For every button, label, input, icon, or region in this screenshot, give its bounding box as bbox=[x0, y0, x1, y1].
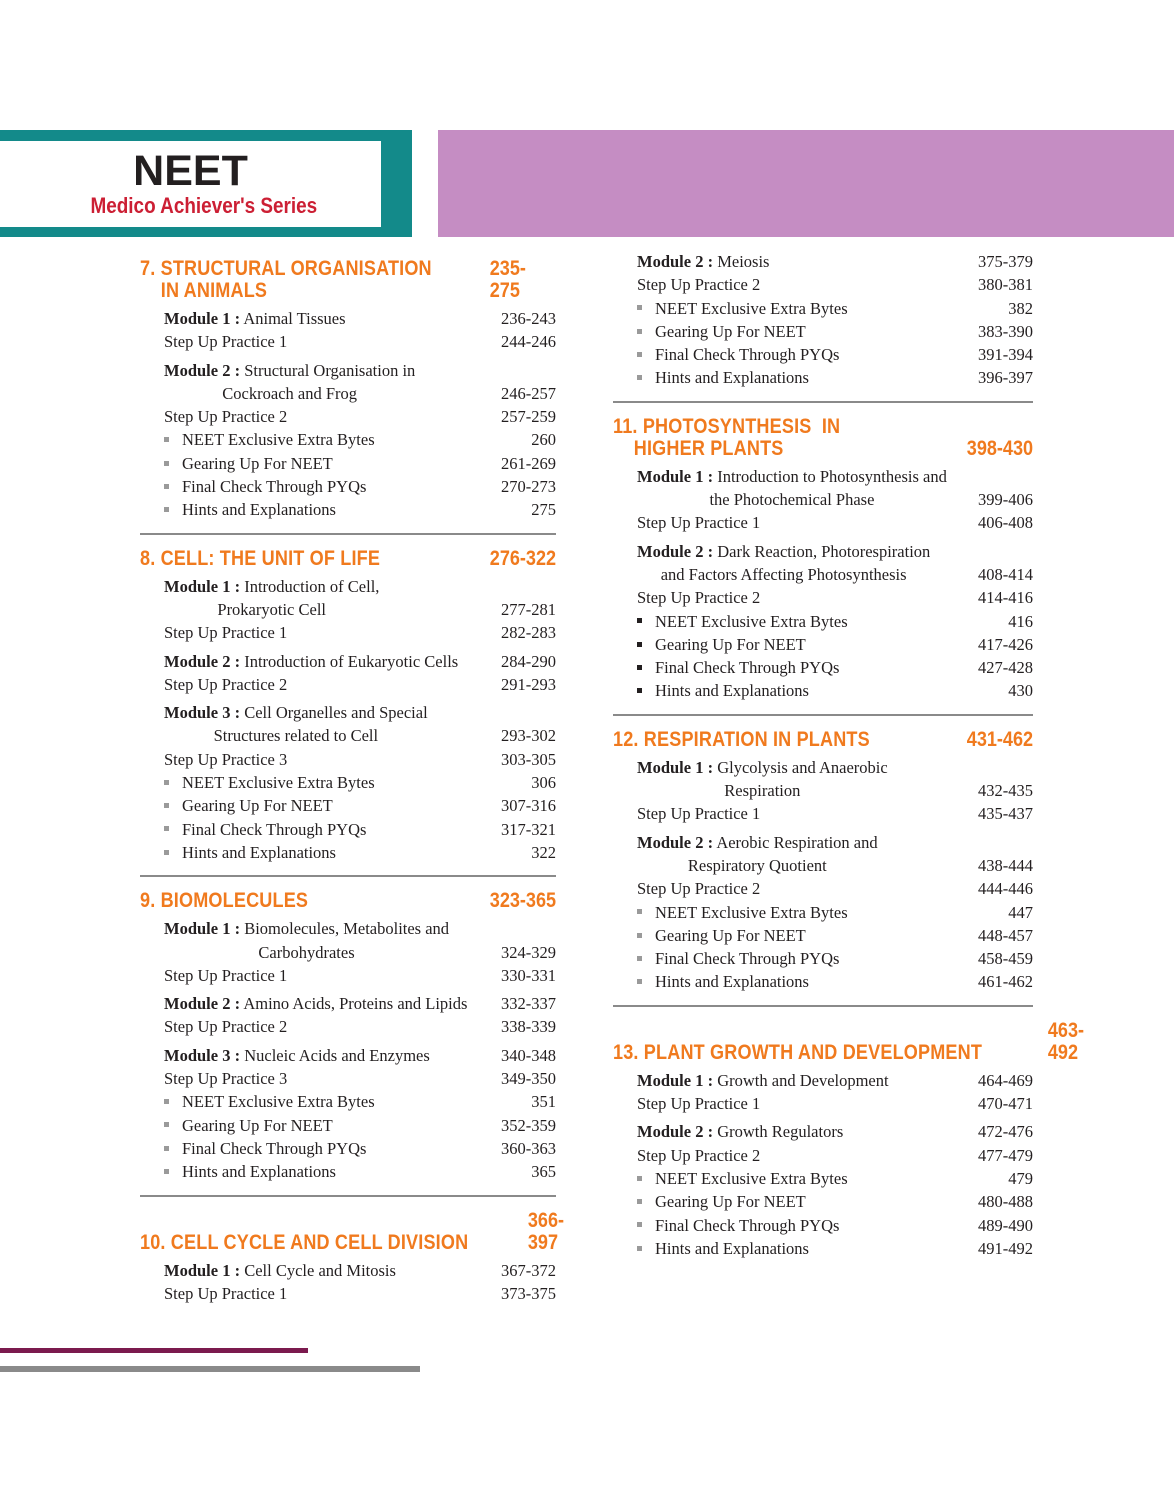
module-title-continued: Respiration bbox=[724, 781, 801, 801]
page-numbers: 293-302 bbox=[501, 726, 556, 746]
page-numbers: 396-397 bbox=[978, 368, 1033, 388]
section-title: 13. PLANT GROWTH AND DEVELOPMENT bbox=[613, 1040, 983, 1064]
brand-subtitle: Medico Achiever's Series bbox=[90, 193, 318, 218]
page-numbers: 291-293 bbox=[501, 674, 556, 694]
page-numbers: 277-281 bbox=[501, 599, 556, 619]
module-title: Meiosis bbox=[717, 252, 770, 271]
page-numbers: 458-459 bbox=[978, 949, 1033, 969]
module-title: Amino Acids, Proteins and Lipids bbox=[243, 994, 468, 1014]
section-divider bbox=[613, 714, 1033, 716]
section-heading bbox=[613, 1018, 1085, 1064]
module-label: Module 1 : bbox=[637, 757, 714, 777]
toc-column-right bbox=[613, 250, 1085, 1260]
toc-section bbox=[140, 258, 556, 535]
toc-module-row bbox=[613, 540, 1033, 587]
module-title: Animal Tissues bbox=[243, 309, 346, 328]
page-numbers: 340-348 bbox=[501, 1045, 556, 1065]
module-label: Module 3 : bbox=[164, 703, 241, 723]
section-divider bbox=[613, 1005, 1033, 1007]
toc-module-row bbox=[613, 465, 1033, 512]
entry-title: NEET Exclusive Extra Bytes bbox=[164, 771, 375, 794]
toc-bullet-row bbox=[613, 320, 1033, 343]
entry-title: Hints and Explanations bbox=[637, 679, 809, 702]
header-band bbox=[438, 130, 1174, 237]
module-label: Module 1 : bbox=[637, 466, 714, 486]
module-title: Introduction of Cell, bbox=[244, 576, 380, 596]
module-title: Growth and Development bbox=[717, 1070, 889, 1090]
entry-title: NEET Exclusive Extra Bytes bbox=[637, 901, 848, 924]
toc-bullet-row bbox=[613, 1214, 1033, 1237]
page-numbers: 282-283 bbox=[501, 623, 556, 643]
page-numbers: 261-269 bbox=[501, 453, 556, 473]
entry-title: Step Up Practice 1 bbox=[164, 623, 288, 643]
entry-title: Step Up Practice 1 bbox=[637, 1094, 761, 1114]
section-page-range: 366-397 bbox=[527, 1208, 564, 1254]
module-title: Introduction to Photosynthesis and bbox=[717, 466, 947, 486]
brand-title: NEET bbox=[133, 147, 248, 195]
module-title: Nucleic Acids and Enzymes bbox=[244, 1045, 430, 1065]
entry-title: Step Up Practice 1 bbox=[164, 1283, 288, 1303]
module-title: Dark Reaction, Photorespiration bbox=[717, 541, 931, 561]
entry-title: Step Up Practice 3 bbox=[164, 1069, 288, 1089]
entry-title: Step Up Practice 2 bbox=[637, 1145, 761, 1165]
section-divider bbox=[140, 875, 556, 877]
page-numbers: 244-246 bbox=[501, 332, 556, 352]
toc-bullet-row bbox=[140, 1160, 556, 1183]
page-numbers: 352-359 bbox=[501, 1115, 556, 1135]
page-numbers: 408-414 bbox=[978, 564, 1033, 584]
section-page-range: 323-365 bbox=[489, 889, 556, 913]
page-numbers: 480-488 bbox=[978, 1192, 1033, 1212]
module-title-continued: the Photochemical Phase bbox=[709, 490, 875, 510]
toc-module-row bbox=[613, 756, 1033, 803]
module-title-continued: Respiratory Quotient bbox=[687, 855, 827, 875]
entry-title: Step Up Practice 1 bbox=[164, 965, 288, 985]
toc-practice-row bbox=[613, 586, 1033, 609]
page-numbers: 448-457 bbox=[978, 925, 1033, 945]
entry-title: Step Up Practice 2 bbox=[164, 1017, 288, 1037]
module-title: Biomolecules, Metabolites and bbox=[244, 919, 450, 939]
module-label: Module 2 : bbox=[637, 832, 714, 852]
entry-title: Step Up Practice 2 bbox=[637, 588, 761, 608]
page-numbers: 317-321 bbox=[501, 819, 556, 839]
toc-practice-row bbox=[613, 511, 1033, 534]
page-numbers: 322 bbox=[531, 842, 556, 862]
entry-title: Hints and Explanations bbox=[637, 366, 809, 389]
entry-title: Gearing Up For NEET bbox=[164, 1114, 333, 1137]
toc-module-row bbox=[140, 307, 556, 330]
entry-title: Hints and Explanations bbox=[637, 970, 809, 993]
page-numbers: 332-337 bbox=[501, 994, 556, 1014]
entry-title: Hints and Explanations bbox=[637, 1237, 809, 1260]
toc-section bbox=[613, 250, 1033, 403]
entry-title: Step Up Practice 2 bbox=[637, 275, 761, 295]
toc-module-row bbox=[140, 1259, 556, 1282]
entry-title: Hints and Explanations bbox=[164, 498, 336, 521]
toc-practice-row bbox=[140, 673, 556, 696]
page-numbers: 438-444 bbox=[978, 855, 1033, 875]
toc-practice-row bbox=[613, 273, 1033, 296]
entry-title: Gearing Up For NEET bbox=[637, 633, 806, 656]
page-numbers: 338-339 bbox=[501, 1017, 556, 1037]
toc-bullet-row bbox=[140, 498, 556, 521]
page-numbers: 427-428 bbox=[978, 658, 1033, 678]
page-numbers: 330-331 bbox=[501, 965, 556, 985]
section-page-range: 276-322 bbox=[489, 546, 556, 570]
toc-bullet-row bbox=[613, 1237, 1033, 1260]
toc-module-row bbox=[613, 1069, 1033, 1092]
page-numbers: 477-479 bbox=[978, 1145, 1033, 1165]
entry-title: Step Up Practice 1 bbox=[164, 332, 288, 352]
toc-bullet-row bbox=[613, 656, 1033, 679]
module-title: Growth Regulators bbox=[717, 1122, 844, 1142]
section-title: 8. CELL: THE UNIT OF LIFE bbox=[140, 546, 381, 570]
module-title: Structural Organisation in bbox=[244, 360, 416, 380]
toc-bullet-row bbox=[140, 1137, 556, 1160]
page-numbers: 306 bbox=[531, 773, 556, 793]
toc-module-row bbox=[140, 992, 556, 1015]
page-numbers: 417-426 bbox=[978, 634, 1033, 654]
toc-bullet-row bbox=[140, 1090, 556, 1113]
entry-title: Step Up Practice 2 bbox=[637, 879, 761, 899]
page-numbers: 464-469 bbox=[978, 1070, 1033, 1090]
toc-practice-row bbox=[613, 877, 1033, 900]
page-numbers: 489-490 bbox=[978, 1215, 1033, 1235]
module-title-continued: Carbohydrates bbox=[258, 942, 355, 962]
toc-module-row bbox=[140, 917, 556, 964]
module-title: Cell Cycle and Mitosis bbox=[244, 1260, 396, 1280]
toc-practice-row bbox=[613, 802, 1033, 825]
footer-bar-accent bbox=[0, 1348, 308, 1353]
module-label: Module 2 : bbox=[164, 360, 241, 380]
module-label: Module 1 : bbox=[164, 576, 241, 596]
toc-module-row bbox=[140, 650, 556, 673]
page-numbers: 430 bbox=[1008, 681, 1033, 701]
toc-practice-row bbox=[140, 1015, 556, 1038]
entry-title: Gearing Up For NEET bbox=[637, 1190, 806, 1213]
toc-module-row bbox=[613, 831, 1033, 878]
page-numbers: 351 bbox=[531, 1092, 556, 1112]
page-numbers: 382 bbox=[1008, 298, 1033, 318]
entry-title: Final Check Through PYQs bbox=[164, 818, 366, 841]
toc-bullet-row bbox=[613, 343, 1033, 366]
toc-bullet-row bbox=[613, 1167, 1033, 1190]
entry-title: Step Up Practice 1 bbox=[637, 513, 761, 533]
toc-section bbox=[140, 1208, 564, 1306]
entry-title: Step Up Practice 3 bbox=[164, 749, 288, 769]
module-label: Module 2 : bbox=[164, 651, 241, 671]
page-numbers: 461-462 bbox=[978, 972, 1033, 992]
module-label: Module 1 : bbox=[164, 1260, 241, 1280]
module-label: Module 2 : bbox=[164, 994, 241, 1014]
module-title: Cell Organelles and Special bbox=[244, 703, 428, 723]
toc-practice-row bbox=[140, 621, 556, 644]
module-label: Module 1 : bbox=[637, 1070, 714, 1090]
entry-title: Hints and Explanations bbox=[164, 1160, 336, 1183]
section-heading bbox=[613, 416, 1033, 460]
entry-title: Gearing Up For NEET bbox=[164, 794, 333, 817]
section-page-range: 463-492 bbox=[1048, 1018, 1085, 1064]
toc-practice-row bbox=[140, 1067, 556, 1090]
page-numbers: 257-259 bbox=[501, 407, 556, 427]
toc-practice-row bbox=[140, 748, 556, 771]
toc-module-row bbox=[140, 359, 556, 406]
page-numbers: 270-273 bbox=[501, 477, 556, 497]
entry-title: Hints and Explanations bbox=[164, 841, 336, 864]
entry-title: Final Check Through PYQs bbox=[637, 947, 839, 970]
page-numbers: 349-350 bbox=[501, 1069, 556, 1089]
toc-section bbox=[140, 890, 556, 1196]
page-numbers: 303-305 bbox=[501, 749, 556, 769]
module-title-continued: Structures related to Cell bbox=[213, 726, 379, 746]
page-numbers: 444-446 bbox=[978, 879, 1033, 899]
page-numbers: 391-394 bbox=[978, 345, 1033, 365]
module-title-continued: Prokaryotic Cell bbox=[217, 599, 326, 619]
entry-title: NEET Exclusive Extra Bytes bbox=[164, 1090, 375, 1113]
module-label: Module 3 : bbox=[164, 1045, 241, 1065]
entry-title: Final Check Through PYQs bbox=[164, 1137, 366, 1160]
entry-title: NEET Exclusive Extra Bytes bbox=[637, 297, 848, 320]
toc-practice-row bbox=[140, 1282, 556, 1305]
page-numbers: 435-437 bbox=[978, 804, 1033, 824]
toc-bullet-row bbox=[140, 452, 556, 475]
toc-module-row bbox=[140, 575, 556, 622]
toc-bullet-row bbox=[140, 428, 556, 451]
section-heading bbox=[140, 890, 556, 912]
toc-bullet-row bbox=[613, 947, 1033, 970]
toc-bullet-row bbox=[613, 679, 1033, 702]
page-numbers: 307-316 bbox=[501, 796, 556, 816]
page-numbers: 367-372 bbox=[501, 1260, 556, 1280]
page-numbers: 380-381 bbox=[978, 275, 1033, 295]
entry-title: Gearing Up For NEET bbox=[637, 924, 806, 947]
toc-practice-row bbox=[613, 1092, 1033, 1115]
page-numbers: 416 bbox=[1008, 611, 1033, 631]
toc-bullet-row bbox=[613, 633, 1033, 656]
toc-practice-row bbox=[613, 1144, 1033, 1167]
page-numbers: 472-476 bbox=[978, 1122, 1033, 1142]
toc-bullet-row bbox=[613, 970, 1033, 993]
page-numbers: 470-471 bbox=[978, 1094, 1033, 1114]
page-numbers: 236-243 bbox=[501, 309, 556, 328]
entry-title: Gearing Up For NEET bbox=[637, 320, 806, 343]
page-numbers: 360-363 bbox=[501, 1138, 556, 1158]
toc-bullet-row bbox=[613, 297, 1033, 320]
page-numbers: 406-408 bbox=[978, 513, 1033, 533]
toc-bullet-row bbox=[140, 818, 556, 841]
section-page-range: 235-275 bbox=[490, 257, 527, 302]
footer-bar-grey bbox=[0, 1366, 420, 1372]
section-title: 12. RESPIRATION IN PLANTS bbox=[613, 727, 870, 751]
section-title: 11. PHOTOSYNTHESIS IN HIGHER PLANTS bbox=[613, 414, 841, 460]
entry-title: Gearing Up For NEET bbox=[164, 452, 333, 475]
toc-bullet-row bbox=[613, 366, 1033, 389]
toc-practice-row bbox=[140, 330, 556, 353]
page-numbers: 432-435 bbox=[978, 781, 1033, 801]
section-heading bbox=[613, 729, 1033, 751]
module-title-continued: and Factors Affecting Photosynthesis bbox=[660, 564, 907, 584]
page-numbers: 373-375 bbox=[501, 1283, 556, 1303]
module-label: Module 2 : bbox=[637, 252, 714, 271]
toc-section bbox=[613, 416, 1033, 716]
section-page-range: 398-430 bbox=[966, 436, 1033, 460]
toc-bullet-row bbox=[140, 1114, 556, 1137]
page-numbers: 260 bbox=[531, 430, 556, 450]
entry-title: Step Up Practice 2 bbox=[164, 674, 288, 694]
section-heading bbox=[140, 258, 556, 302]
page-numbers: 447 bbox=[1008, 902, 1033, 922]
toc-section bbox=[613, 729, 1033, 1007]
toc-module-row bbox=[140, 701, 556, 748]
toc-bullet-row bbox=[613, 610, 1033, 633]
page-numbers: 479 bbox=[1008, 1168, 1033, 1188]
toc-bullet-row bbox=[140, 771, 556, 794]
toc-bullet-row bbox=[613, 901, 1033, 924]
section-divider bbox=[140, 533, 556, 535]
toc-module-row bbox=[140, 1044, 556, 1067]
entry-title: NEET Exclusive Extra Bytes bbox=[164, 428, 375, 451]
entry-title: Final Check Through PYQs bbox=[637, 343, 839, 366]
module-title: Introduction of Eukaryotic Cells bbox=[244, 651, 459, 671]
page-numbers: 399-406 bbox=[978, 490, 1033, 510]
module-label: Module 1 : bbox=[164, 919, 241, 939]
page-numbers: 414-416 bbox=[978, 588, 1033, 608]
section-divider bbox=[613, 401, 1033, 403]
page-numbers: 491-492 bbox=[978, 1238, 1033, 1258]
module-title-continued: Cockroach and Frog bbox=[222, 383, 358, 403]
page-numbers: 246-257 bbox=[501, 383, 556, 403]
section-title: 10. CELL CYCLE AND CELL DIVISION bbox=[140, 1230, 469, 1254]
page-numbers: 375-379 bbox=[978, 252, 1033, 271]
section-title: 7. STRUCTURAL ORGANISATION IN ANIMALS bbox=[140, 257, 432, 302]
page-numbers: 284-290 bbox=[501, 651, 556, 671]
entry-title: NEET Exclusive Extra Bytes bbox=[637, 1167, 848, 1190]
module-title: Glycolysis and Anaerobic bbox=[717, 757, 888, 777]
section-heading bbox=[140, 548, 556, 570]
page-numbers: 275 bbox=[531, 500, 556, 520]
toc-column-left bbox=[140, 250, 564, 1305]
toc-section bbox=[140, 548, 556, 878]
module-label: Module 1 : bbox=[164, 309, 241, 328]
module-label: Module 2 : bbox=[637, 541, 714, 561]
module-label: Module 2 : bbox=[637, 1122, 714, 1142]
entry-title: Final Check Through PYQs bbox=[637, 1214, 839, 1237]
entry-title: Final Check Through PYQs bbox=[637, 656, 839, 679]
toc-practice-row bbox=[140, 405, 556, 428]
page-numbers: 365 bbox=[531, 1162, 556, 1182]
page-numbers: 324-329 bbox=[501, 942, 556, 962]
entry-title: Step Up Practice 2 bbox=[164, 407, 288, 427]
toc-module-row bbox=[613, 1120, 1033, 1143]
section-title: 9. BIOMOLECULES bbox=[140, 889, 309, 913]
entry-title: Step Up Practice 1 bbox=[637, 804, 761, 824]
module-title: Aerobic Respiration and bbox=[716, 832, 878, 852]
toc-bullet-row bbox=[140, 475, 556, 498]
page-numbers: 383-390 bbox=[978, 321, 1033, 341]
toc-bullet-row bbox=[140, 841, 556, 864]
toc-section bbox=[613, 1018, 1085, 1260]
entry-title: NEET Exclusive Extra Bytes bbox=[637, 610, 848, 633]
section-divider bbox=[140, 1195, 556, 1197]
section-page-range: 431-462 bbox=[966, 727, 1033, 751]
toc-bullet-row bbox=[613, 1190, 1033, 1213]
entry-title: Final Check Through PYQs bbox=[164, 475, 366, 498]
section-heading bbox=[140, 1208, 564, 1254]
toc-module-row bbox=[613, 250, 1033, 273]
toc-bullet-row bbox=[613, 924, 1033, 947]
toc-bullet-row bbox=[140, 794, 556, 817]
toc-practice-row bbox=[140, 964, 556, 987]
